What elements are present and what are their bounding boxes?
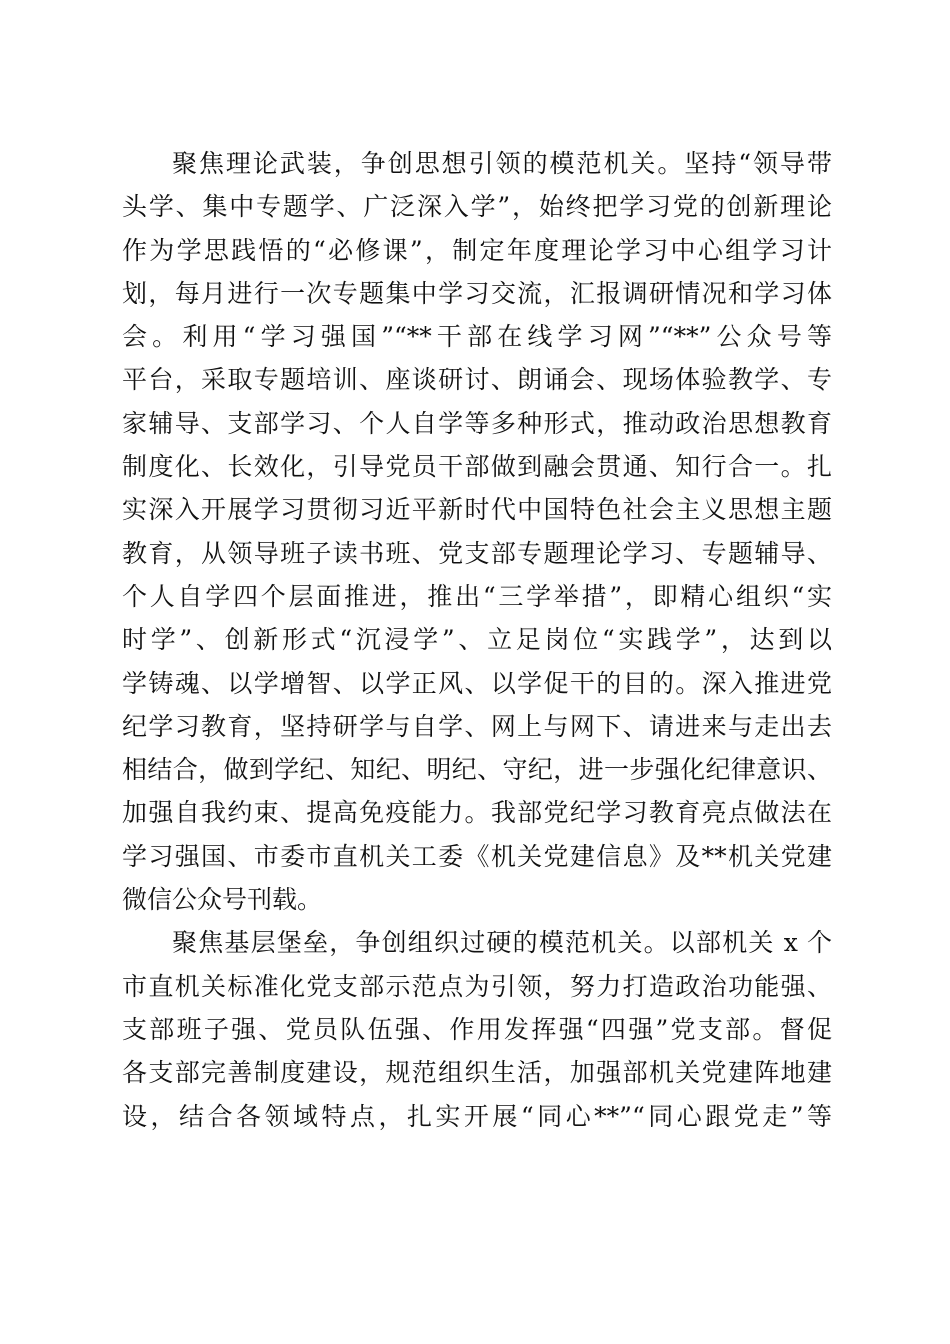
- body-text: [122, 142, 832, 1138]
- paragraph-line: 作为学思践悟的“必修课”，制定年度理论学习中心组学习计: [122, 235, 832, 265]
- paragraph-line: 划，每月进行一次专题集中学习交流，汇报调研情况和学习体: [122, 278, 832, 308]
- paragraph-line: 制度化、长效化，引导党员干部做到融会贯通、知行合一。扎: [122, 452, 832, 482]
- paragraph-line: 支部班子强、党员队伍强、作用发挥强“四强”党支部。督促: [122, 1014, 832, 1044]
- paragraph-line: 会。利用“学习强国”“**干部在线学习网”“**”公众号等: [122, 322, 832, 352]
- paragraph-line: 相结合，做到学纪、知纪、明纪、守纪，进一步强化纪律意识、: [122, 755, 832, 785]
- paragraph-line: 设，结合各领域特点，扎实开展“同心**”“同心跟党走”等: [122, 1101, 832, 1131]
- paragraph-line: 纪学习教育，坚持研学与自学、网上与网下、请进来与走出去: [122, 711, 832, 741]
- paragraph-line: 微信公众号刊载。: [122, 885, 323, 915]
- paragraph-line: 市直机关标准化党支部示范点为引领，努力打造政治功能强、: [122, 971, 832, 1001]
- paragraph-line: 家辅导、支部学习、个人自学等多种形式，推动政治思想教育: [122, 408, 832, 438]
- paragraph-line: 个人自学四个层面推进，推出“三学举措”，即精心组织“实: [122, 581, 832, 611]
- paragraph-line: 聚焦理论武装，争创思想引领的模范机关。坚持“领导带: [172, 149, 832, 178]
- paragraph-line: 加强自我约束、提高免疫能力。我部党纪学习教育亮点做法在: [122, 798, 832, 828]
- paragraph-line: 学铸魂、以学增智、以学正风、以学促干的目的。深入推进党: [122, 668, 832, 698]
- paragraph-line: 教育，从领导班子读书班、党支部专题理论学习、专题辅导、: [122, 538, 832, 568]
- paragraph-line: 聚焦基层堡垒，争创组织过硬的模范机关。以部机关 x 个: [172, 928, 832, 958]
- paragraph-line: 各支部完善制度建设，规范组织生活，加强部机关党建阵地建: [122, 1058, 832, 1088]
- paragraph-line: 平台，采取专题培训、座谈研讨、朗诵会、现场体验教学、专: [122, 365, 832, 395]
- paragraph-line: 时学”、创新形式“沉浸学”、立足岗位“实践学”，达到以: [122, 625, 832, 655]
- paragraph-line: 实深入开展学习贯彻习近平新时代中国特色社会主义思想主题: [122, 495, 832, 525]
- paragraph-line: 头学、集中专题学、广泛深入学”，始终把学习党的创新理论: [122, 192, 832, 222]
- paragraph-line: 学习强国、市委市直机关工委《机关党建信息》及**机关党建: [122, 841, 832, 871]
- paragraph-grassroots-organization: [122, 921, 832, 1137]
- paragraph-theory-study: [122, 142, 832, 921]
